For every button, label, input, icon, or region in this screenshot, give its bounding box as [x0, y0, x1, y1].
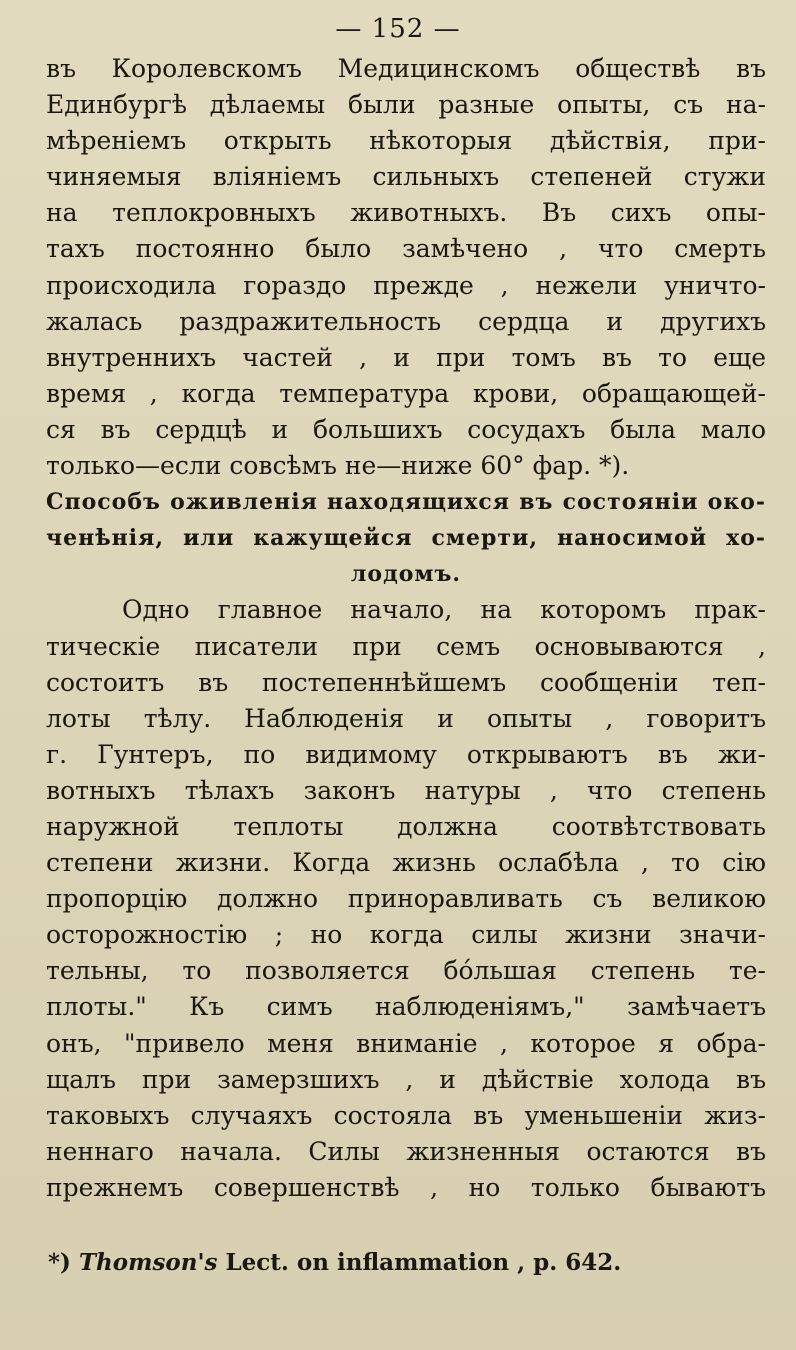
- text-line: осторожностію ; но когда силы жизни значи-: [46, 920, 766, 950]
- text-line: пропорцію должно приноравливать съ великою: [46, 884, 766, 914]
- text-line: тическіе писатели при семъ основываются ,: [46, 631, 766, 661]
- text-line: наружной теплоты должна соотвѣтствовать: [46, 811, 766, 841]
- text-line: время , когда температура крови, обращающей-: [46, 378, 766, 408]
- text-line: мѣреніемъ открыть нѣкоторыя дѣйствія, при-: [46, 126, 766, 156]
- text-line: плоты." Къ симъ наблюденіямъ," замѣчаетъ: [46, 992, 766, 1022]
- paragraph-1: [46, 51, 766, 484]
- text-line: вотныхъ тѣлахъ законъ натуры , что степень: [46, 775, 766, 805]
- footnote: [48, 1244, 768, 1282]
- section-heading: [46, 484, 766, 592]
- heading-line: ченѣнія, или кажущейся смерти, наносимой хо-: [46, 525, 766, 552]
- text-line: въ Королевскомъ Медицинскомъ обществѣ въ: [46, 54, 766, 83]
- text-line: на теплокровныхъ животныхъ. Въ сихъ опы-: [46, 198, 766, 228]
- text-line: тахъ постоянно было замѣчено , что смерть: [46, 234, 766, 264]
- text-line: таковыхъ случаяхъ состояла въ уменьшеніи жиз-: [46, 1100, 766, 1130]
- text-line: происходила гораздо прежде , нежели уничто-: [46, 270, 766, 300]
- text-line: внутреннихъ частей , и при томъ въ то еще: [46, 342, 766, 372]
- text-line: онъ, "привело меня вниманіе , которое я обра-: [46, 1028, 766, 1058]
- footnote-marker: *): [48, 1249, 71, 1276]
- text-line: ся въ сердцѣ и большихъ сосудахъ была мало: [46, 414, 766, 444]
- footnote-citation: Lect. on inflammation , p. 642.: [225, 1249, 622, 1276]
- text-line: степени жизни. Когда жизнь ослабѣла , то сію: [46, 848, 766, 878]
- text-line: щалъ при замерзшихъ , и дѣйствіе холода въ: [46, 1064, 766, 1094]
- heading-line: лодомъ.: [350, 561, 462, 588]
- text-line: жалась раздражительность сердца и другихъ: [46, 306, 766, 336]
- text-line: состоитъ въ постепеннѣйшемъ сообщеніи теп-: [46, 667, 766, 697]
- text-line: неннаго начала. Силы жизненныя остаются въ: [46, 1136, 766, 1166]
- text-line: Единбургѣ дѣлаемы были разные опыты, съ на-: [46, 90, 766, 120]
- text-line: лоты тѣлу. Наблюденія и опыты , говоритъ: [46, 703, 766, 733]
- page-body: [46, 51, 766, 1206]
- footnote-author: Thomson's: [78, 1249, 218, 1276]
- text-line: только—если совсѣмъ не—ниже 60° фар. *).: [46, 451, 630, 481]
- text-line: г. Гунтеръ, по видимому открываютъ въ жи-: [46, 739, 766, 769]
- heading-line: Способъ оживленія находящихся въ состояніи око-: [46, 489, 766, 516]
- text-line: чиняемыя вліяніемъ сильныхъ степеней стужи: [46, 162, 766, 192]
- text-line: тельны, то позволяется бо́льшая степень те-: [46, 956, 766, 986]
- paragraph-2: [46, 592, 766, 1206]
- text-line: Одно главное начало, на которомъ прак-: [122, 595, 766, 625]
- page-number-header: — 152 —: [335, 14, 461, 44]
- text-line: прежнемъ совершенствѣ , но только бываютъ: [46, 1172, 766, 1202]
